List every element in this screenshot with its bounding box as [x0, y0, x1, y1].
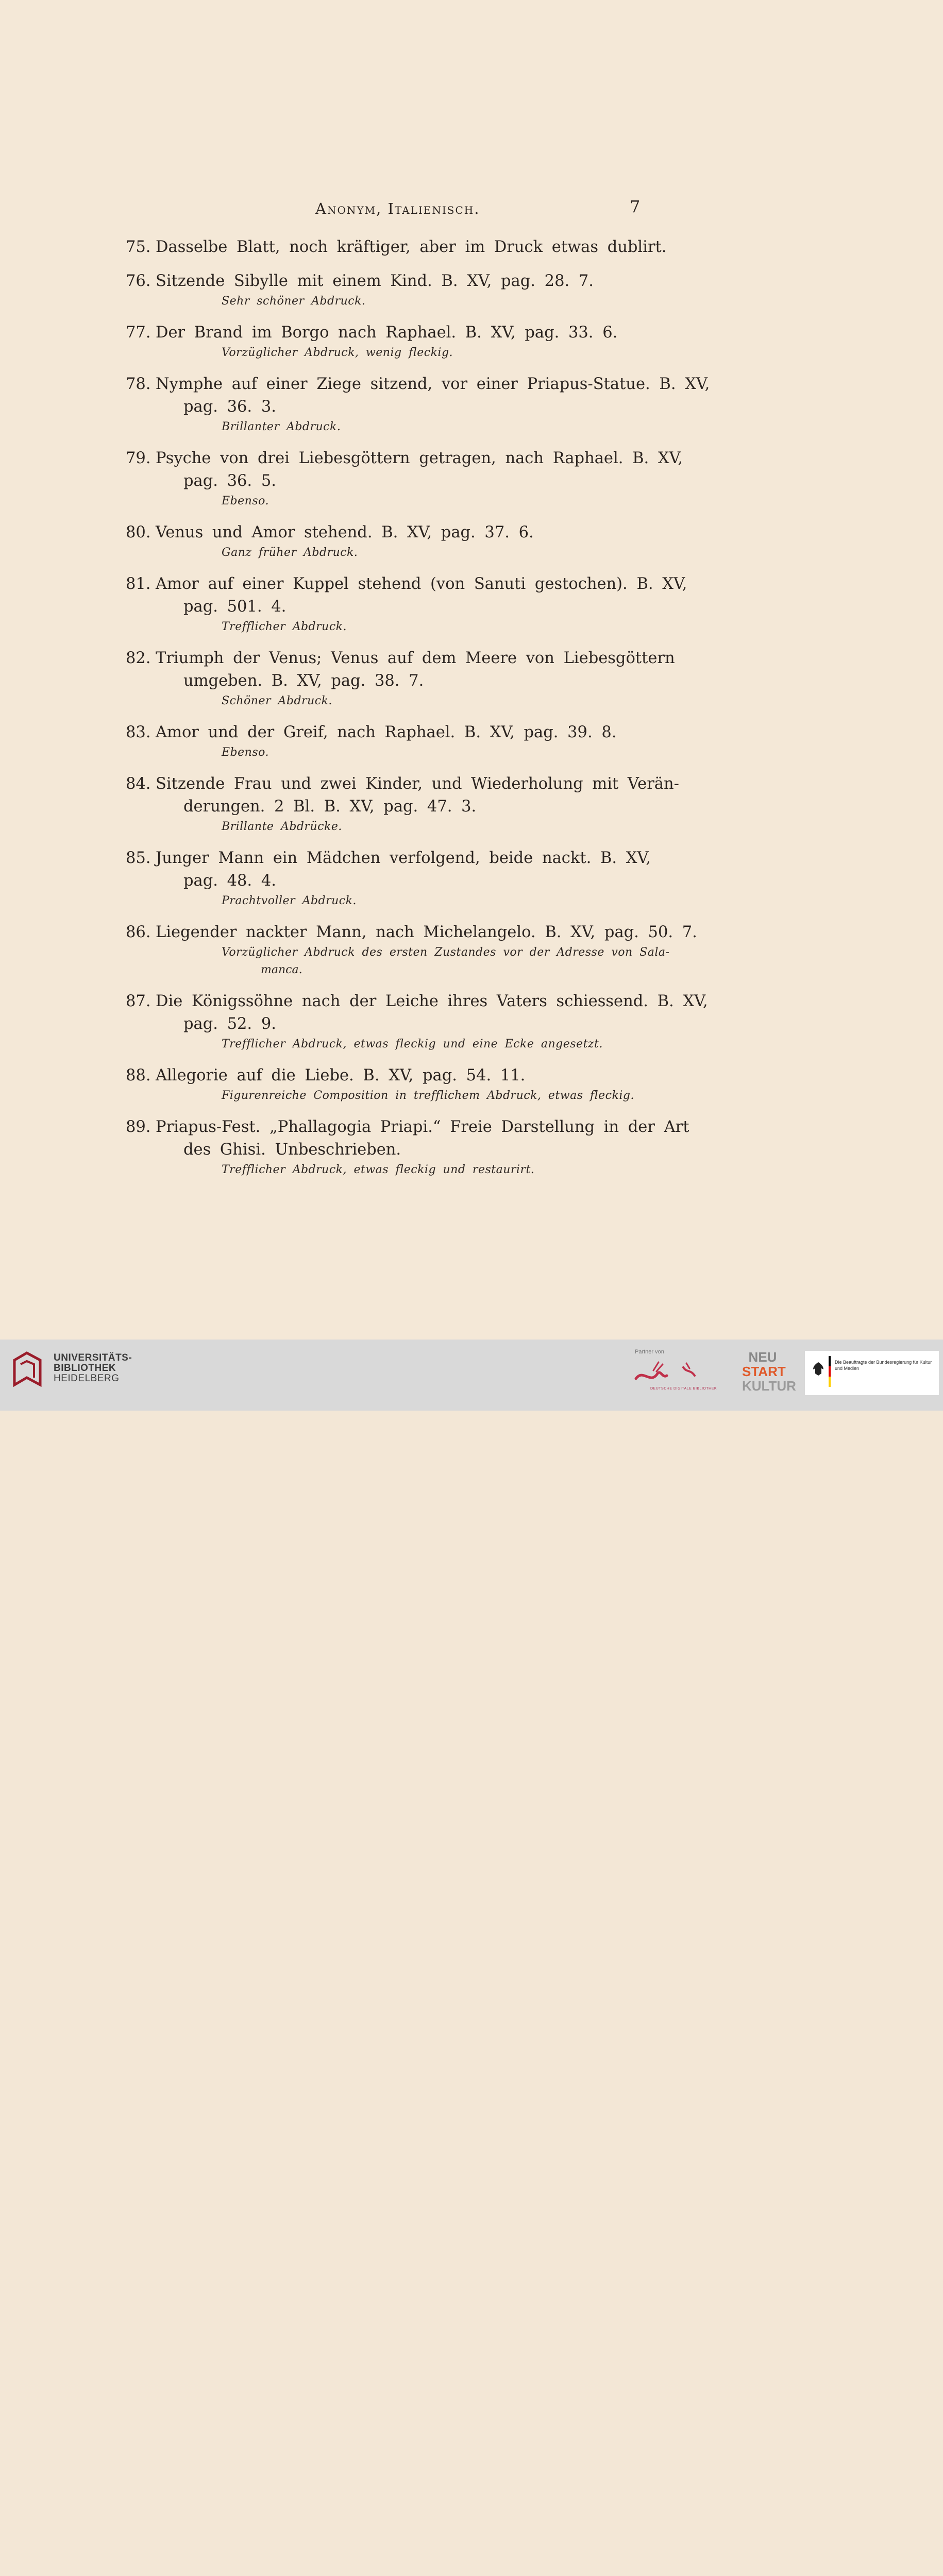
german-flag-icon [829, 1356, 831, 1387]
condition-note: Trefflicher Abdruck. [222, 620, 347, 633]
catalogue-entry [0, 773, 943, 836]
entry-line-text: Amor auf einer Kuppel stehend (von Sanuti gestochen). B. XV, [156, 575, 687, 593]
entry-text-continued [0, 1013, 943, 1036]
entry-number: 76. [126, 272, 151, 290]
entry-line-text: pag. 501. 4. [183, 598, 287, 616]
entry-text-continued [0, 870, 943, 892]
condition-note: Ebenso. [222, 495, 269, 507]
entry-text [0, 573, 943, 596]
entry-text-continued [0, 1139, 943, 1161]
catalogue-entry [0, 573, 943, 636]
entry-text [0, 447, 943, 470]
catalogue-entry [0, 521, 943, 562]
entry-line-text: pag. 48. 4. [183, 872, 276, 890]
entry-line-text: Der Brand im Borgo nach Raphael. B. XV, pag. 33. 6. [156, 324, 618, 342]
catalogue-entry [0, 721, 943, 761]
entry-number: 89. [126, 1118, 151, 1136]
entry-line-text: Die Königssöhne nach der Leiche ihres Vaters schiessend. B. XV, [156, 992, 708, 1010]
entry-number: 78. [126, 375, 151, 393]
entry-text [0, 921, 943, 944]
university-library-logo-icon[interactable] [11, 1351, 43, 1388]
entry-line-text: pag. 36. 3. [183, 398, 276, 416]
entry-line-text: Junger Mann ein Mädchen verfolgend, beide nackt. B. XV, [156, 849, 651, 867]
condition-note: Ebenso. [222, 746, 269, 759]
ddb-caption: DEUTSCHE DIGITALE BIBLIOTHEK [650, 1387, 717, 1391]
entry-text-continued [0, 670, 943, 692]
entry-text [0, 270, 943, 293]
entry-number: 75. [126, 238, 151, 256]
entry-number: 77. [126, 324, 151, 342]
entry-number: 84. [126, 775, 151, 793]
entry-line-text: Triumph der Venus; Venus auf dem Meere von Liebesgöttern [156, 649, 675, 667]
catalogue-entry [0, 847, 943, 910]
neustart-word-3: KULTUR [742, 1378, 796, 1394]
catalogue-entry [0, 236, 943, 259]
entry-number: 88. [126, 1066, 151, 1084]
catalogue-entry [0, 1116, 943, 1179]
page-number: 7 [630, 197, 641, 216]
condition-note: Schöner Abdruck. [222, 694, 332, 707]
library-name-line3: HEIDELBERG [54, 1373, 120, 1384]
entry-number: 87. [126, 992, 151, 1010]
entry-text [0, 647, 943, 670]
entry-line-text: Liegender nackter Mann, nach Michelangelo. B. XV, pag. 50. 7. [156, 923, 697, 941]
entry-line-text: Psyche von drei Liebesgöttern getragen, nach Raphael. B. XV, [156, 449, 683, 467]
entry-line-text: pag. 52. 9. [183, 1015, 276, 1033]
entry-text [0, 1116, 943, 1139]
footer-bar [0, 1340, 943, 1411]
catalogue-entry [0, 447, 943, 510]
catalogue-entry [0, 321, 943, 362]
entry-text-continued [0, 596, 943, 618]
condition-note: Brillanter Abdruck. [222, 420, 341, 433]
entry-line-text: Amor und der Greif, nach Raphael. B. XV, pag. 39. 8. [156, 723, 617, 741]
entry-number: 85. [126, 849, 151, 867]
bkm-text: Die Beauftragte der Bundesregierung für Kultur und Medien [835, 1360, 932, 1371]
catalogue-entries [0, 236, 943, 1190]
neustart-word-1: NEU [748, 1349, 777, 1365]
entry-number: 81. [126, 575, 151, 593]
page-header [0, 197, 943, 221]
entry-line-text: Sitzende Sibylle mit einem Kind. B. XV, pag. 28. 7. [156, 272, 594, 290]
entry-number: 83. [126, 723, 151, 741]
entry-line-text: pag. 36. 5. [183, 472, 276, 490]
condition-note: Vorzüglicher Abdruck, wenig fleckig. [222, 346, 453, 359]
entry-text [0, 321, 943, 344]
condition-note: Prachtvoller Abdruck. [222, 894, 357, 907]
entry-text [0, 721, 943, 744]
condition-note: Ganz früher Abdruck. [222, 546, 358, 559]
entry-text [0, 990, 943, 1013]
entry-line-text: Dasselbe Blatt, noch kräftiger, aber im Druck etwas dublirt. [156, 238, 667, 256]
entry-text [0, 236, 943, 259]
condition-note: Brillante Abdrücke. [222, 820, 342, 833]
entry-line-text: Sitzende Frau und zwei Kinder, und Wiederholung mit Verän- [156, 775, 679, 793]
catalogue-entry [0, 921, 943, 979]
entry-line-text: Venus und Amor stehend. B. XV, pag. 37. 6. [156, 523, 534, 541]
entry-line-text: derungen. 2 Bl. B. XV, pag. 47. 3. [183, 798, 477, 816]
entry-text [0, 373, 943, 396]
entry-number: 79. [126, 449, 151, 467]
bkm-logo[interactable] [805, 1351, 939, 1395]
catalogue-entry [0, 990, 943, 1053]
catalogue-entry [0, 1064, 943, 1105]
entry-number: 80. [126, 523, 151, 541]
condition-note: Trefflicher Abdruck, etwas fleckig und eine Ecke angesetzt. [222, 1038, 603, 1050]
condition-note: Trefflicher Abdruck, etwas fleckig und restaurirt. [222, 1163, 535, 1176]
condition-note: manca. [261, 963, 302, 976]
ddb-logo-icon[interactable] [633, 1358, 700, 1389]
catalogue-entry [0, 373, 943, 436]
running-title: Anonym, Italienisch. [315, 200, 480, 217]
university-library-name[interactable] [54, 1353, 132, 1384]
entry-text-continued [0, 795, 943, 818]
entry-text [0, 773, 943, 795]
catalogue-entry [0, 270, 943, 310]
federal-eagle-icon [812, 1361, 824, 1377]
neustart-word-2: START [742, 1364, 786, 1379]
entry-text [0, 521, 943, 544]
library-name-line2: BIBLIOTHEK [54, 1363, 116, 1374]
entry-line-text: des Ghisi. Unbeschrieben. [183, 1141, 401, 1159]
entry-number: 86. [126, 923, 151, 941]
partner-label: Partner von [635, 1349, 664, 1355]
entry-line-text: umgeben. B. XV, pag. 38. 7. [183, 672, 424, 690]
entry-text [0, 1064, 943, 1087]
entry-line-text: Priapus-Fest. „Phallagogia Priapi.“ Freie Darstellung in der Art [156, 1118, 689, 1136]
library-name-line1: UNIVERSITÄTS- [54, 1352, 132, 1363]
condition-note: Vorzüglicher Abdruck des ersten Zustandes vor der Adresse von Sala- [222, 946, 670, 959]
entry-number: 82. [126, 649, 151, 667]
entry-text-continued [0, 396, 943, 418]
neustart-kultur-logo[interactable] [742, 1349, 796, 1401]
condition-note: Sehr schöner Abdruck. [222, 295, 366, 308]
entry-text-continued [0, 470, 943, 493]
entry-line-text: Allegorie auf die Liebe. B. XV, pag. 54. 11. [156, 1066, 526, 1084]
entry-line-text: Nymphe auf einer Ziege sitzend, vor einer Priapus-Statue. B. XV, [156, 375, 710, 393]
catalogue-entry [0, 647, 943, 710]
condition-note: Figurenreiche Composition in trefflichem Abdruck, etwas fleckig. [222, 1089, 634, 1102]
entry-text [0, 847, 943, 870]
